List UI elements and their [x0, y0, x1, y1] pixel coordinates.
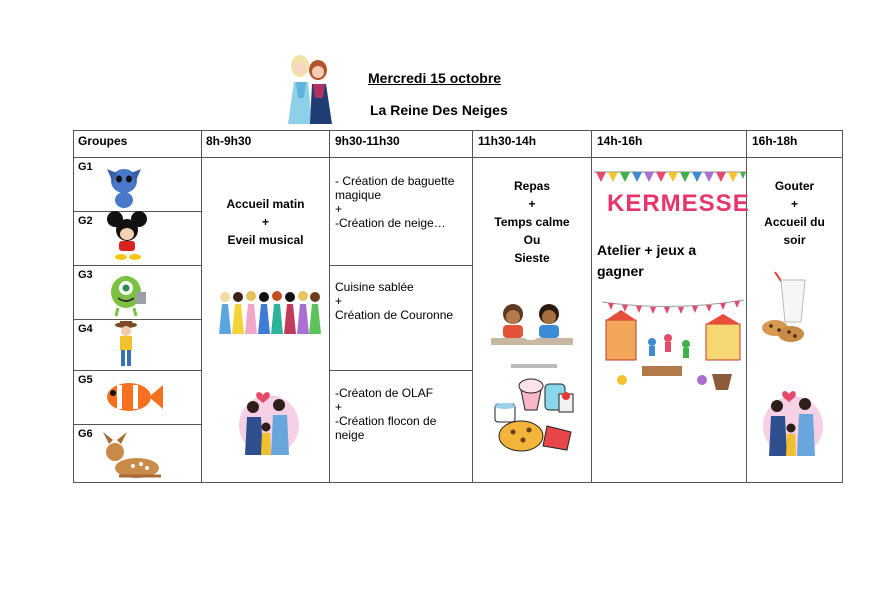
slot-9h30-c-line3: -Création flocon de [335, 414, 437, 428]
grid-line [201, 130, 202, 483]
slot-11h30-text [473, 177, 591, 267]
header-16h: 16h-18h [752, 134, 798, 148]
slot-11h30-line2: + [528, 197, 536, 211]
family-icon [233, 385, 303, 461]
slot-9h30-a-line4: -Création de neige… [335, 216, 446, 230]
grid-line [591, 130, 592, 483]
group-label-g2: G2 [78, 215, 93, 227]
slot-9h30-c-line4: neige [335, 428, 365, 442]
grid-line [73, 482, 843, 483]
slot-9h30-a-line2: magique [335, 188, 382, 202]
slot-9h30-c [335, 386, 467, 442]
bambi-icon [99, 430, 167, 482]
slot-16h-line3: Accueil du [764, 215, 825, 229]
grid-line [73, 130, 843, 131]
bunting-flags-icon [594, 171, 746, 183]
slot-14h-line1: Atelier + jeux a [597, 242, 697, 258]
milk-cookies-image [761, 270, 813, 344]
slot-14h-line2: gagner [597, 263, 644, 279]
slot-9h30-c-line1: -Créaton de OLAF [335, 386, 434, 400]
slot-9h30-c-line2: + [335, 400, 343, 414]
page-title: Mercredi 15 octobre [368, 70, 502, 86]
grid-line [73, 130, 74, 483]
kermesse-banner: KERMESSE [607, 190, 750, 217]
slot-11h30-line4: Ou [523, 233, 541, 247]
header-8h: 8h-9h30 [206, 134, 252, 148]
group-label-g5: G5 [78, 374, 93, 386]
frozen-characters-image [282, 52, 334, 124]
slot-9h30-b-line1: Cuisine sablée [335, 280, 414, 294]
header-9h30: 9h30-11h30 [335, 134, 400, 148]
grid-line [329, 370, 472, 371]
page-subtitle: La Reine Des Neiges [370, 102, 508, 118]
slot-8h-line1: Accueil matin [226, 197, 305, 211]
slot-16h-line4: soir [783, 233, 806, 247]
header-14h: 14h-16h [597, 134, 643, 148]
family-icon [757, 382, 829, 462]
group-label-g1: G1 [78, 161, 93, 173]
grid-line [842, 130, 843, 483]
grid-line [73, 424, 201, 425]
slot-9h30-a-line1: - Création de baguette [335, 174, 455, 188]
slot-14h-text [597, 240, 742, 282]
woody-icon [113, 320, 139, 368]
slot-9h30-b-line3: Création de Couronne [335, 308, 454, 322]
grid-line [329, 130, 330, 483]
header-groupes: Groupes [78, 134, 128, 148]
slot-16h-line2: + [790, 197, 798, 211]
grid-line [329, 265, 472, 266]
slot-11h30-line1: Repas [513, 179, 551, 193]
slot-11h30-line3: Temps calme [494, 215, 570, 229]
snack-food-image [491, 362, 577, 462]
slot-9h30-a [335, 174, 467, 230]
slot-9h30-b [335, 280, 467, 322]
kermesse-scene-image [602, 294, 744, 396]
group-label-g3: G3 [78, 269, 93, 281]
disney-princesses-image [216, 288, 322, 334]
slot-16h-line1: Gouter [774, 179, 815, 193]
schedule-table [73, 130, 843, 483]
slot-8h-line2: + [261, 215, 269, 229]
grid-line [73, 370, 201, 371]
slot-16h-text [747, 177, 842, 249]
slot-8h-line3: Eveil musical [227, 233, 304, 247]
slot-11h30-line5: Sieste [514, 251, 550, 265]
slot-8h-text [202, 195, 329, 249]
grid-line [73, 157, 843, 158]
mickey-icon [105, 210, 149, 262]
header-11h30: 11h30-14h [478, 134, 537, 148]
group-label-g6: G6 [78, 428, 93, 440]
slot-9h30-a-line3: + [335, 202, 343, 216]
slot-9h30-b-line2: + [335, 294, 343, 308]
mike-wazowski-icon [106, 266, 150, 318]
group-label-g4: G4 [78, 323, 93, 335]
stitch-icon [103, 159, 145, 209]
nemo-icon [101, 377, 165, 417]
kids-eating-image [491, 298, 573, 352]
